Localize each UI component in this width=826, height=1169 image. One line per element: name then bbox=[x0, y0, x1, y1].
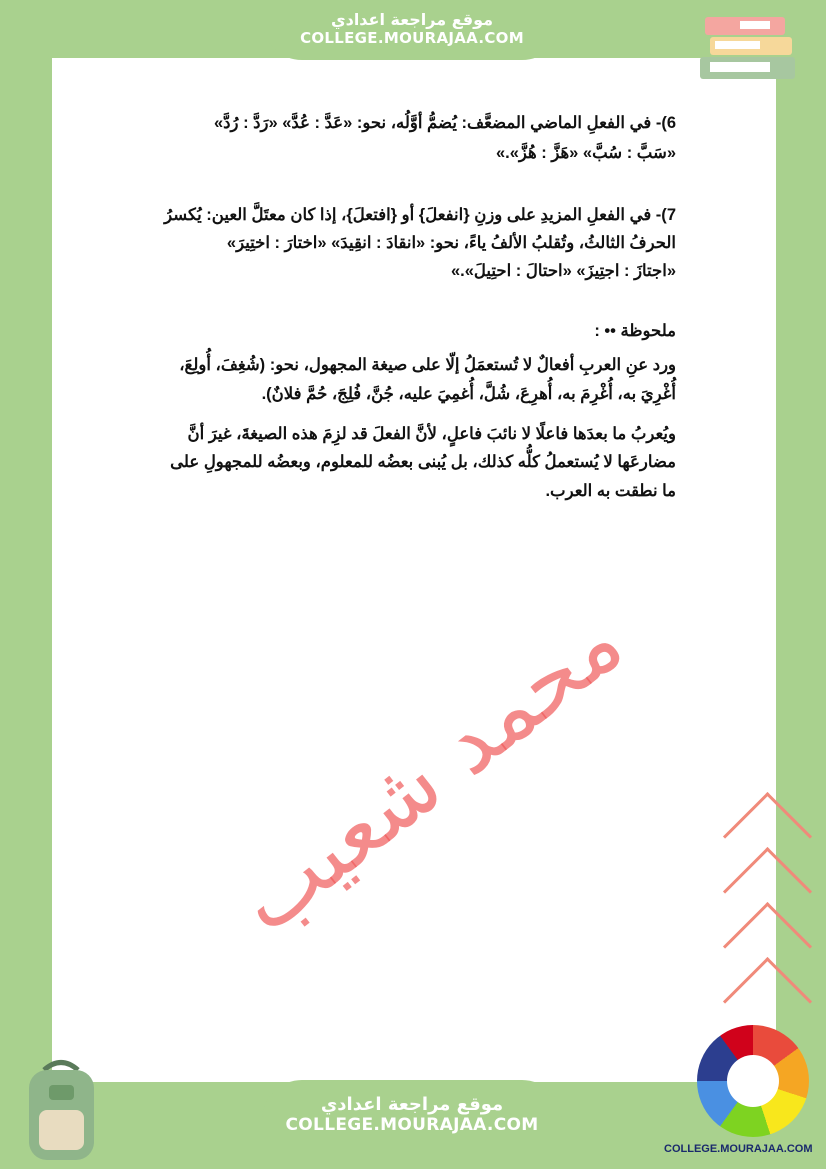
site-url[interactable]: COLLEGE.MOURAJAA.COM bbox=[300, 29, 524, 47]
note-title: ملحوظة •• : bbox=[594, 322, 676, 340]
backpack-icon bbox=[14, 1055, 109, 1165]
logo-text[interactable]: COLLEGE.MOURAJAA.COM bbox=[664, 1143, 813, 1155]
rule6-line2: «سَبَّ : سُبَّ» «هَزَّ : هُزَّ».» bbox=[495, 144, 676, 162]
footer-site-name: موقع مراجعة اعدادي bbox=[320, 1094, 504, 1115]
books-icon bbox=[700, 12, 800, 92]
note-line4: مضارعَها لا يُستعملُ كلُّه كذلك، بل يُبنى بعضُه للمعلوم، وبعضُه للمجهولِ على bbox=[170, 453, 676, 471]
site-logo-icon bbox=[697, 1025, 809, 1137]
watermark: محمد شعيب bbox=[216, 589, 642, 954]
note-line2: أُغْرِيَ به، أُغْرِمَ به، أُهرِعَ، شُلَّ، أُغمِيَ عليه، جُنَّ، فُلِجَ، حُمَّ فلانٌ). bbox=[261, 385, 676, 403]
rule6-line1: 6)- في الفعلِ الماضي المضعَّف: يُضمُّ أوَّلُه، نحو: «عَدَّ : عُدَّ» «رَدَّ : رُدَّ» bbox=[214, 114, 676, 132]
note-line1: ورد عنِ العربِ أفعالٌ لا تُستعمَلُ إلّا على صيغة المجهول، نحو: (شُغِفَ، أُولِعَ، bbox=[179, 356, 676, 374]
footer-site-url[interactable]: COLLEGE.MOURAJAA.COM bbox=[285, 1115, 539, 1135]
header-banner bbox=[262, 0, 562, 60]
note-line5: ما نطقت به العرب. bbox=[545, 482, 676, 500]
site-name: موقع مراجعة اعدادي bbox=[330, 10, 494, 29]
rule7-line2: الحرفُ الثالثُ، وتُقلبُ الألفُ ياءً، نحو: «انقادَ : انقِيدَ» «اختارَ : اختِيرَ» bbox=[226, 234, 676, 252]
rule7-line1: 7)- في الفعلِ المزيدِ على وزنِ {انفعلَ} أو {افتعلَ}، إذا كان معتَلَّ العين: يُكسرُ bbox=[164, 206, 676, 224]
footer-banner bbox=[262, 1080, 562, 1169]
note-line3: ويُعربُ ما بعدَها فاعلًا لا نائبَ فاعلٍ، لأنَّ الفعلَ قد لزِمَ هذه الصيغةَ، غيرَ أنَّ bbox=[187, 425, 676, 443]
rule7-line3: «اجتازَ : اجتِيزَ» «احتالَ : احتِيلَ».» bbox=[451, 262, 676, 280]
